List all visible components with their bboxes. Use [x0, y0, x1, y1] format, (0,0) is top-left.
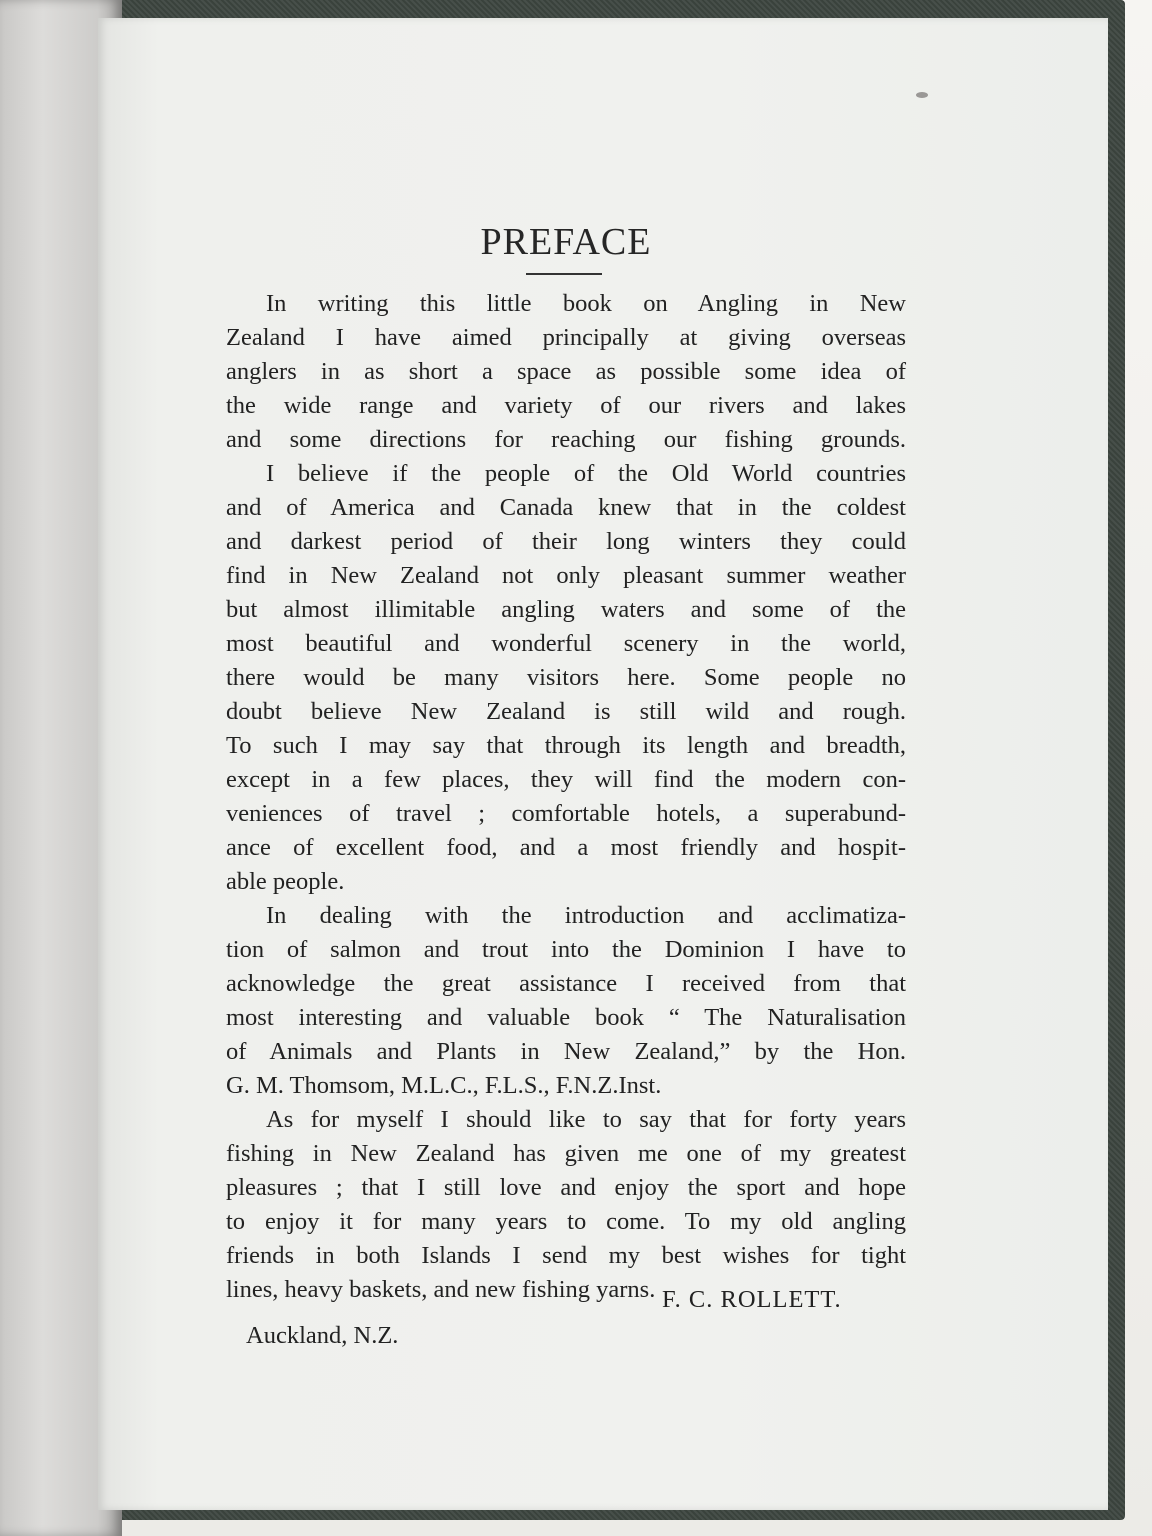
text-line: and of America and Canada knew that in the coldest [226, 494, 906, 521]
text-line: anglers in as short a space as possible some idea of [226, 358, 906, 385]
text-line: the wide range and variety of our rivers and lakes [226, 392, 906, 419]
paragraph-2 [226, 457, 906, 899]
text-line: G. M. Thomsom, M.L.C., F.L.S., F.N.Z.Inst. [226, 1072, 662, 1099]
text-line: there would be many visitors here. Some people no [226, 664, 906, 691]
paragraph-1 [226, 287, 906, 457]
preface-body [226, 287, 906, 1307]
text-line: pleasures ; that I still love and enjoy the sport and hope [226, 1174, 906, 1201]
author-signature: F. C. ROLLETT. [662, 1286, 842, 1313]
text-line: but almost illimitable angling waters and some of the [226, 596, 906, 623]
text-line: find in New Zealand not only pleasant summer weather [226, 562, 906, 589]
text-line: acknowledge the great assistance I received from that [226, 970, 906, 997]
text-line: To such I may say that through its length and breadth, [226, 732, 906, 759]
text-line: to enjoy it for many years to come. To my old angling [226, 1208, 906, 1235]
text-line: As for myself I should like to say that for forty years [266, 1106, 906, 1133]
title-rule [526, 273, 602, 275]
text-line: lines, heavy baskets, and new fishing yarns. [226, 1276, 656, 1303]
text-line: In dealing with the introduction and acclimatiza- [266, 902, 906, 929]
text-line: able people. [226, 868, 345, 895]
text-line: and some directions for reaching our fishing grounds. [226, 426, 906, 453]
text-line: In writing this little book on Angling in New [266, 290, 906, 317]
text-line: of Animals and Plants in New Zealand,” by the Hon. [226, 1038, 906, 1065]
text-line: veniences of travel ; comfortable hotels, a superabund- [226, 800, 906, 827]
text-line: most interesting and valuable book “ The Naturalisation [226, 1004, 906, 1031]
text-line: ance of excellent food, and a most friendly and hospit- [226, 834, 906, 861]
text-line: I believe if the people of the Old World countries [266, 460, 906, 487]
text-line: and darkest period of their long winters they could [226, 528, 906, 555]
text-line: friends in both Islands I send my best wishes for tight [226, 1242, 906, 1269]
text-line: tion of salmon and trout into the Dominion I have to [226, 936, 906, 963]
text-line: most beautiful and wonderful scenery in the world, [226, 630, 906, 657]
text-line: fishing in New Zealand has given me one of my greatest [226, 1140, 906, 1167]
text-line: doubt believe New Zealand is still wild and rough. [226, 698, 906, 725]
place-line: Auckland, N.Z. [246, 1322, 399, 1349]
text-line: Zealand I have aimed principally at giving overseas [226, 324, 906, 351]
text-line: except in a few places, they will find the modern con- [226, 766, 906, 793]
page-title: PREFACE [480, 221, 652, 263]
paragraph-4 [226, 1103, 906, 1307]
page-spot [916, 92, 928, 98]
paragraph-3 [226, 899, 906, 1103]
